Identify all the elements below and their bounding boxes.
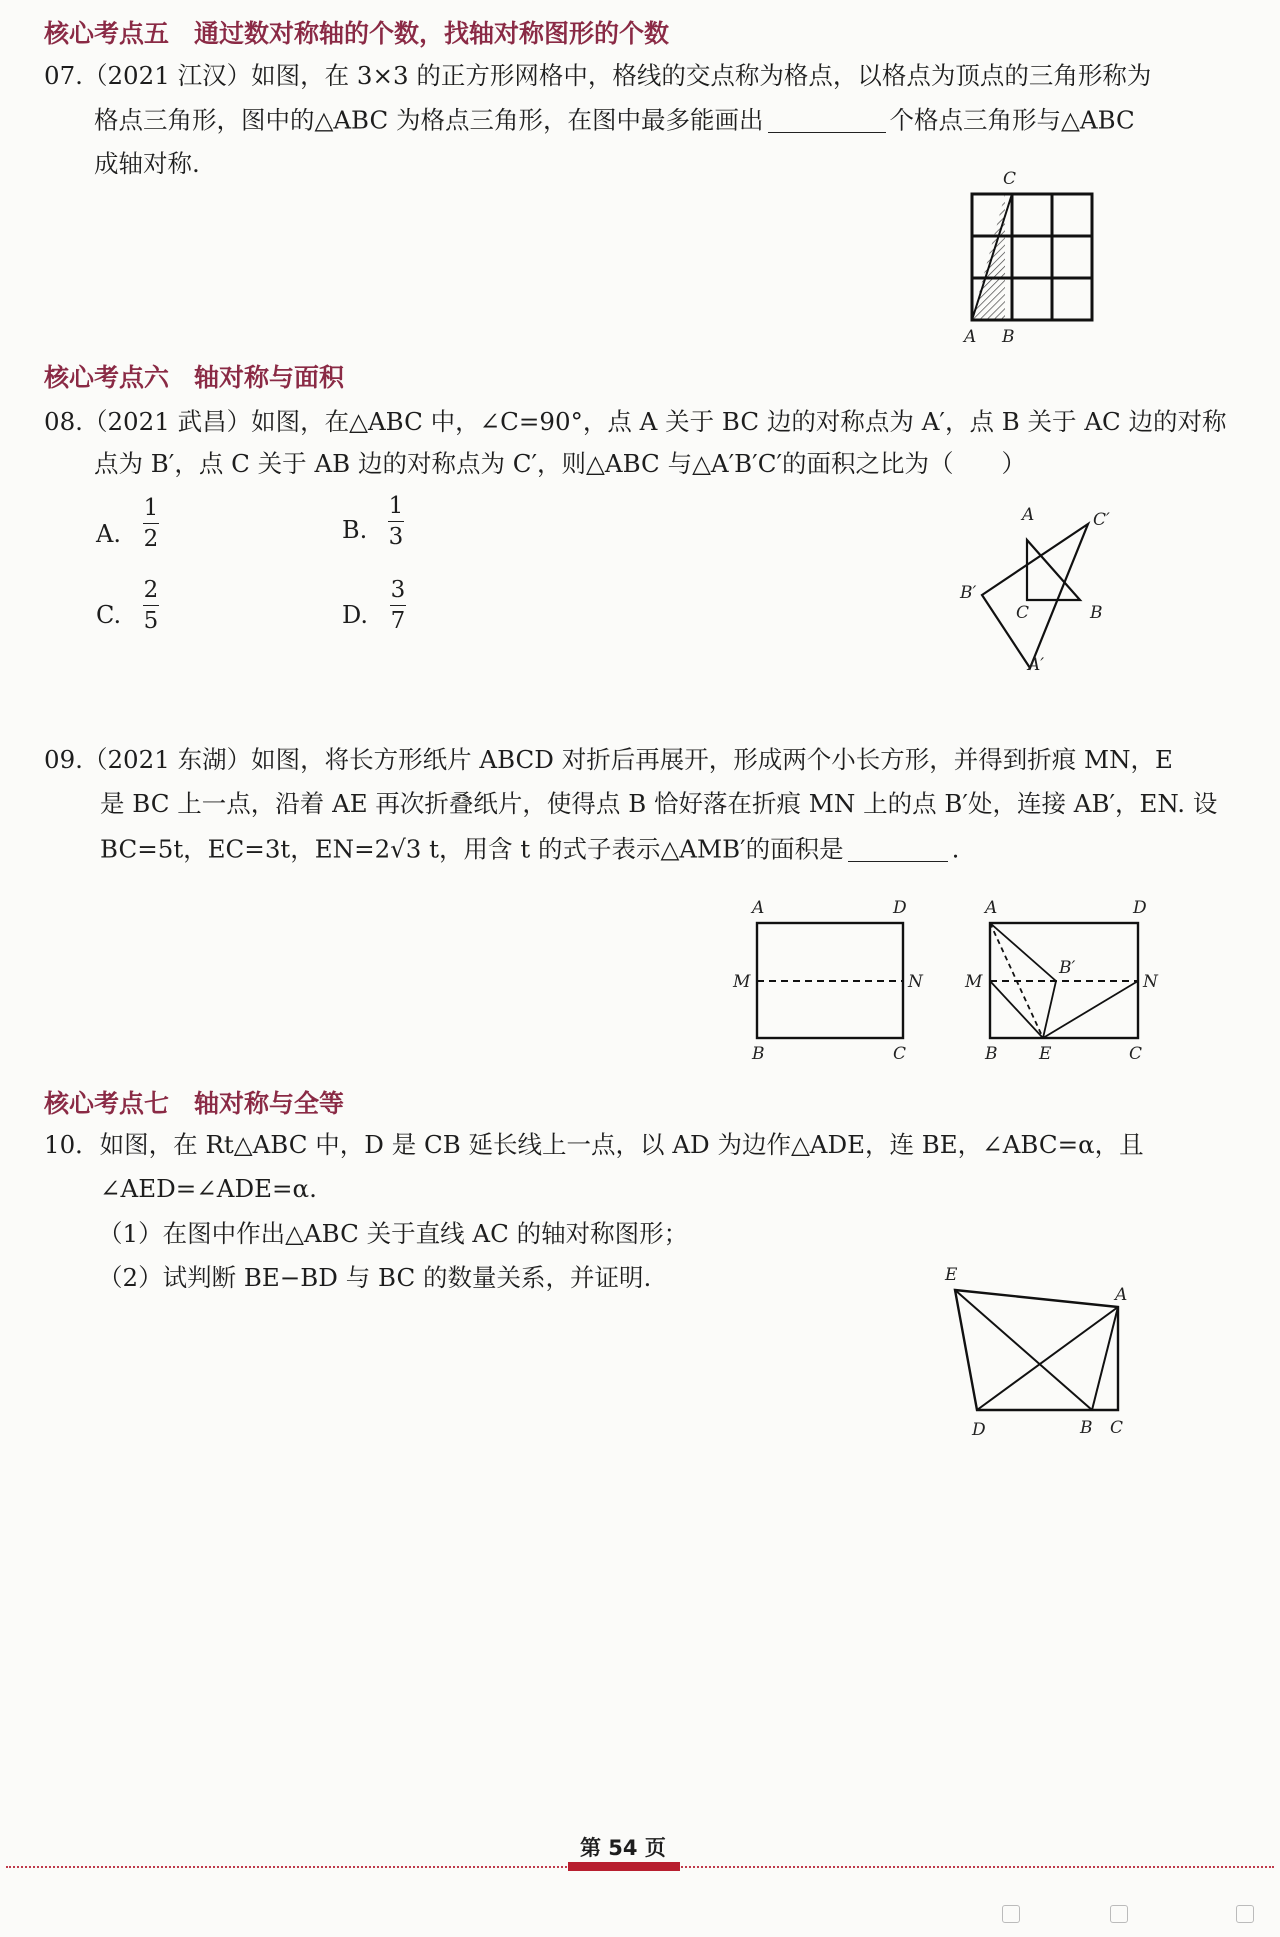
label-n: N <box>1143 972 1158 992</box>
q08-option-a-fraction <box>143 496 159 551</box>
numerator: 1 <box>143 495 159 521</box>
q08-option-d-label[interactable]: D. <box>342 601 369 629</box>
q08-line-1: 08.（2021 武昌）如图，在△ABC 中，∠C=90°，点 A 关于 BC 边的对称点为 A′，点 B 关于 AC 边的对称 <box>44 407 1227 436</box>
decor-square-icon <box>1002 1905 1020 1923</box>
label-c-prime: C′ <box>1093 510 1110 530</box>
section-heading-6: 核心考点六 轴对称与面积 <box>44 363 345 392</box>
label-e: E <box>1039 1044 1052 1063</box>
q10-line-2: ∠AED=∠ADE=α. <box>100 1174 317 1203</box>
q07-answer-blank[interactable] <box>768 108 886 133</box>
label-a-prime: A′ <box>1028 655 1045 675</box>
q07-line-1: 07.（2021 江汉）如图，在 3×3 的正方形网格中，格线的交点称为格点，以格点为顶点的三角形称为 <box>44 61 1152 90</box>
q09-figure-left <box>725 893 935 1063</box>
q10-line-1: 10．如图，在 Rt△ABC 中，D 是 CB 延长线上一点，以 AD 为边作△ADE，连 BE，∠ABC=α，且 <box>44 1130 1144 1159</box>
label-c: C <box>893 1044 907 1063</box>
decor-square-icon <box>1236 1905 1254 1923</box>
q08-option-b-label[interactable]: B. <box>342 516 368 544</box>
denominator: 2 <box>143 526 159 553</box>
label-c: C <box>1003 169 1017 189</box>
label-a: A <box>964 327 977 347</box>
q08-option-d-fraction <box>390 578 406 633</box>
q09-line-1: 09.（2021 东湖）如图，将长方形纸片 ABCD 对折后再展开，形成两个小长方形，并得到折痕 MN，E <box>44 745 1173 774</box>
q09-line-2: 是 BC 上一点，沿着 AE 再次折叠纸片，使得点 B 恰好落在折痕 MN 上的点 B′处，连接 AB′，EN. 设 <box>100 789 1218 818</box>
label-b: B <box>1090 603 1103 623</box>
triangle-abc-shaded <box>972 194 1005 320</box>
q08-option-c-label[interactable]: C. <box>96 601 122 629</box>
denominator: 7 <box>390 608 406 635</box>
q07-line-2a: 格点三角形，图中的△ABC 为格点三角形，在图中最多能画出 <box>94 105 764 135</box>
label-b-prime: B′ <box>960 583 977 603</box>
label-b-prime: B′ <box>1059 958 1076 978</box>
q08-line-2b: ） <box>1001 449 1027 478</box>
section-heading-5: 核心考点五 通过数对称轴的个数，找轴对称图形的个数 <box>44 19 670 48</box>
label-a: A <box>752 898 765 918</box>
q10-line-3: （1）在图中作出△ABC 关于直线 AC 的轴对称图形； <box>98 1219 689 1248</box>
q08-triangle-figure <box>930 500 1130 685</box>
q09-line-3 <box>100 834 960 864</box>
label-m: M <box>965 972 983 992</box>
q08-option-c-fraction <box>143 578 159 633</box>
label-n: N <box>908 972 923 992</box>
q08-option-a-label[interactable]: A. <box>96 520 121 548</box>
footer-accent-bar <box>568 1862 680 1871</box>
numerator: 3 <box>390 577 406 603</box>
q10-line-4: （2）试判断 BE−BD 与 BC 的数量关系，并证明. <box>98 1263 652 1292</box>
q09-figure-right <box>963 893 1173 1063</box>
q09-line-3b: . <box>951 834 960 864</box>
section-heading-7: 核心考点七 轴对称与全等 <box>44 1089 345 1118</box>
q07-line-2 <box>94 105 1135 135</box>
q09-answer-blank[interactable] <box>848 837 948 862</box>
page-number: 第 54 页 <box>580 1836 666 1860</box>
q09-line-3a: BC=5t，EC=3t，EN=2√3 t，用含 t 的式子表示△AMB′的面积是 <box>100 834 844 864</box>
numerator: 2 <box>143 577 159 603</box>
q10-figure <box>930 1255 1140 1445</box>
denominator: 3 <box>388 524 404 551</box>
q07-line-2b: 个格点三角形与△ABC <box>889 105 1135 135</box>
q08-line-2a: 点为 B′，点 C 关于 AB 边的对称点为 C′，则△ABC 与△A′B′C′的面积之比为（ <box>94 449 954 478</box>
label-b: B <box>1002 327 1015 347</box>
denominator: 5 <box>143 608 159 635</box>
label-b: B <box>985 1044 998 1063</box>
label-b: B <box>1080 1418 1093 1438</box>
label-c: C <box>1110 1418 1124 1438</box>
label-c: C <box>1129 1044 1143 1063</box>
label-b: B <box>752 1044 765 1063</box>
label-a: A <box>1022 505 1035 525</box>
q07-line-3: 成轴对称. <box>94 149 200 178</box>
label-e: E <box>945 1265 958 1285</box>
numerator: 1 <box>388 493 404 519</box>
label-d: D <box>1133 898 1147 918</box>
q08-option-b-fraction <box>388 494 404 549</box>
label-a: A <box>985 898 998 918</box>
label-a: A <box>1115 1285 1128 1305</box>
label-m: M <box>733 972 751 992</box>
q08-line-2 <box>94 449 1027 478</box>
label-d: D <box>893 898 907 918</box>
decor-square-icon <box>1110 1905 1128 1923</box>
label-c: C <box>1016 603 1030 623</box>
label-d: D <box>972 1420 986 1440</box>
q07-grid-figure <box>950 158 1100 348</box>
